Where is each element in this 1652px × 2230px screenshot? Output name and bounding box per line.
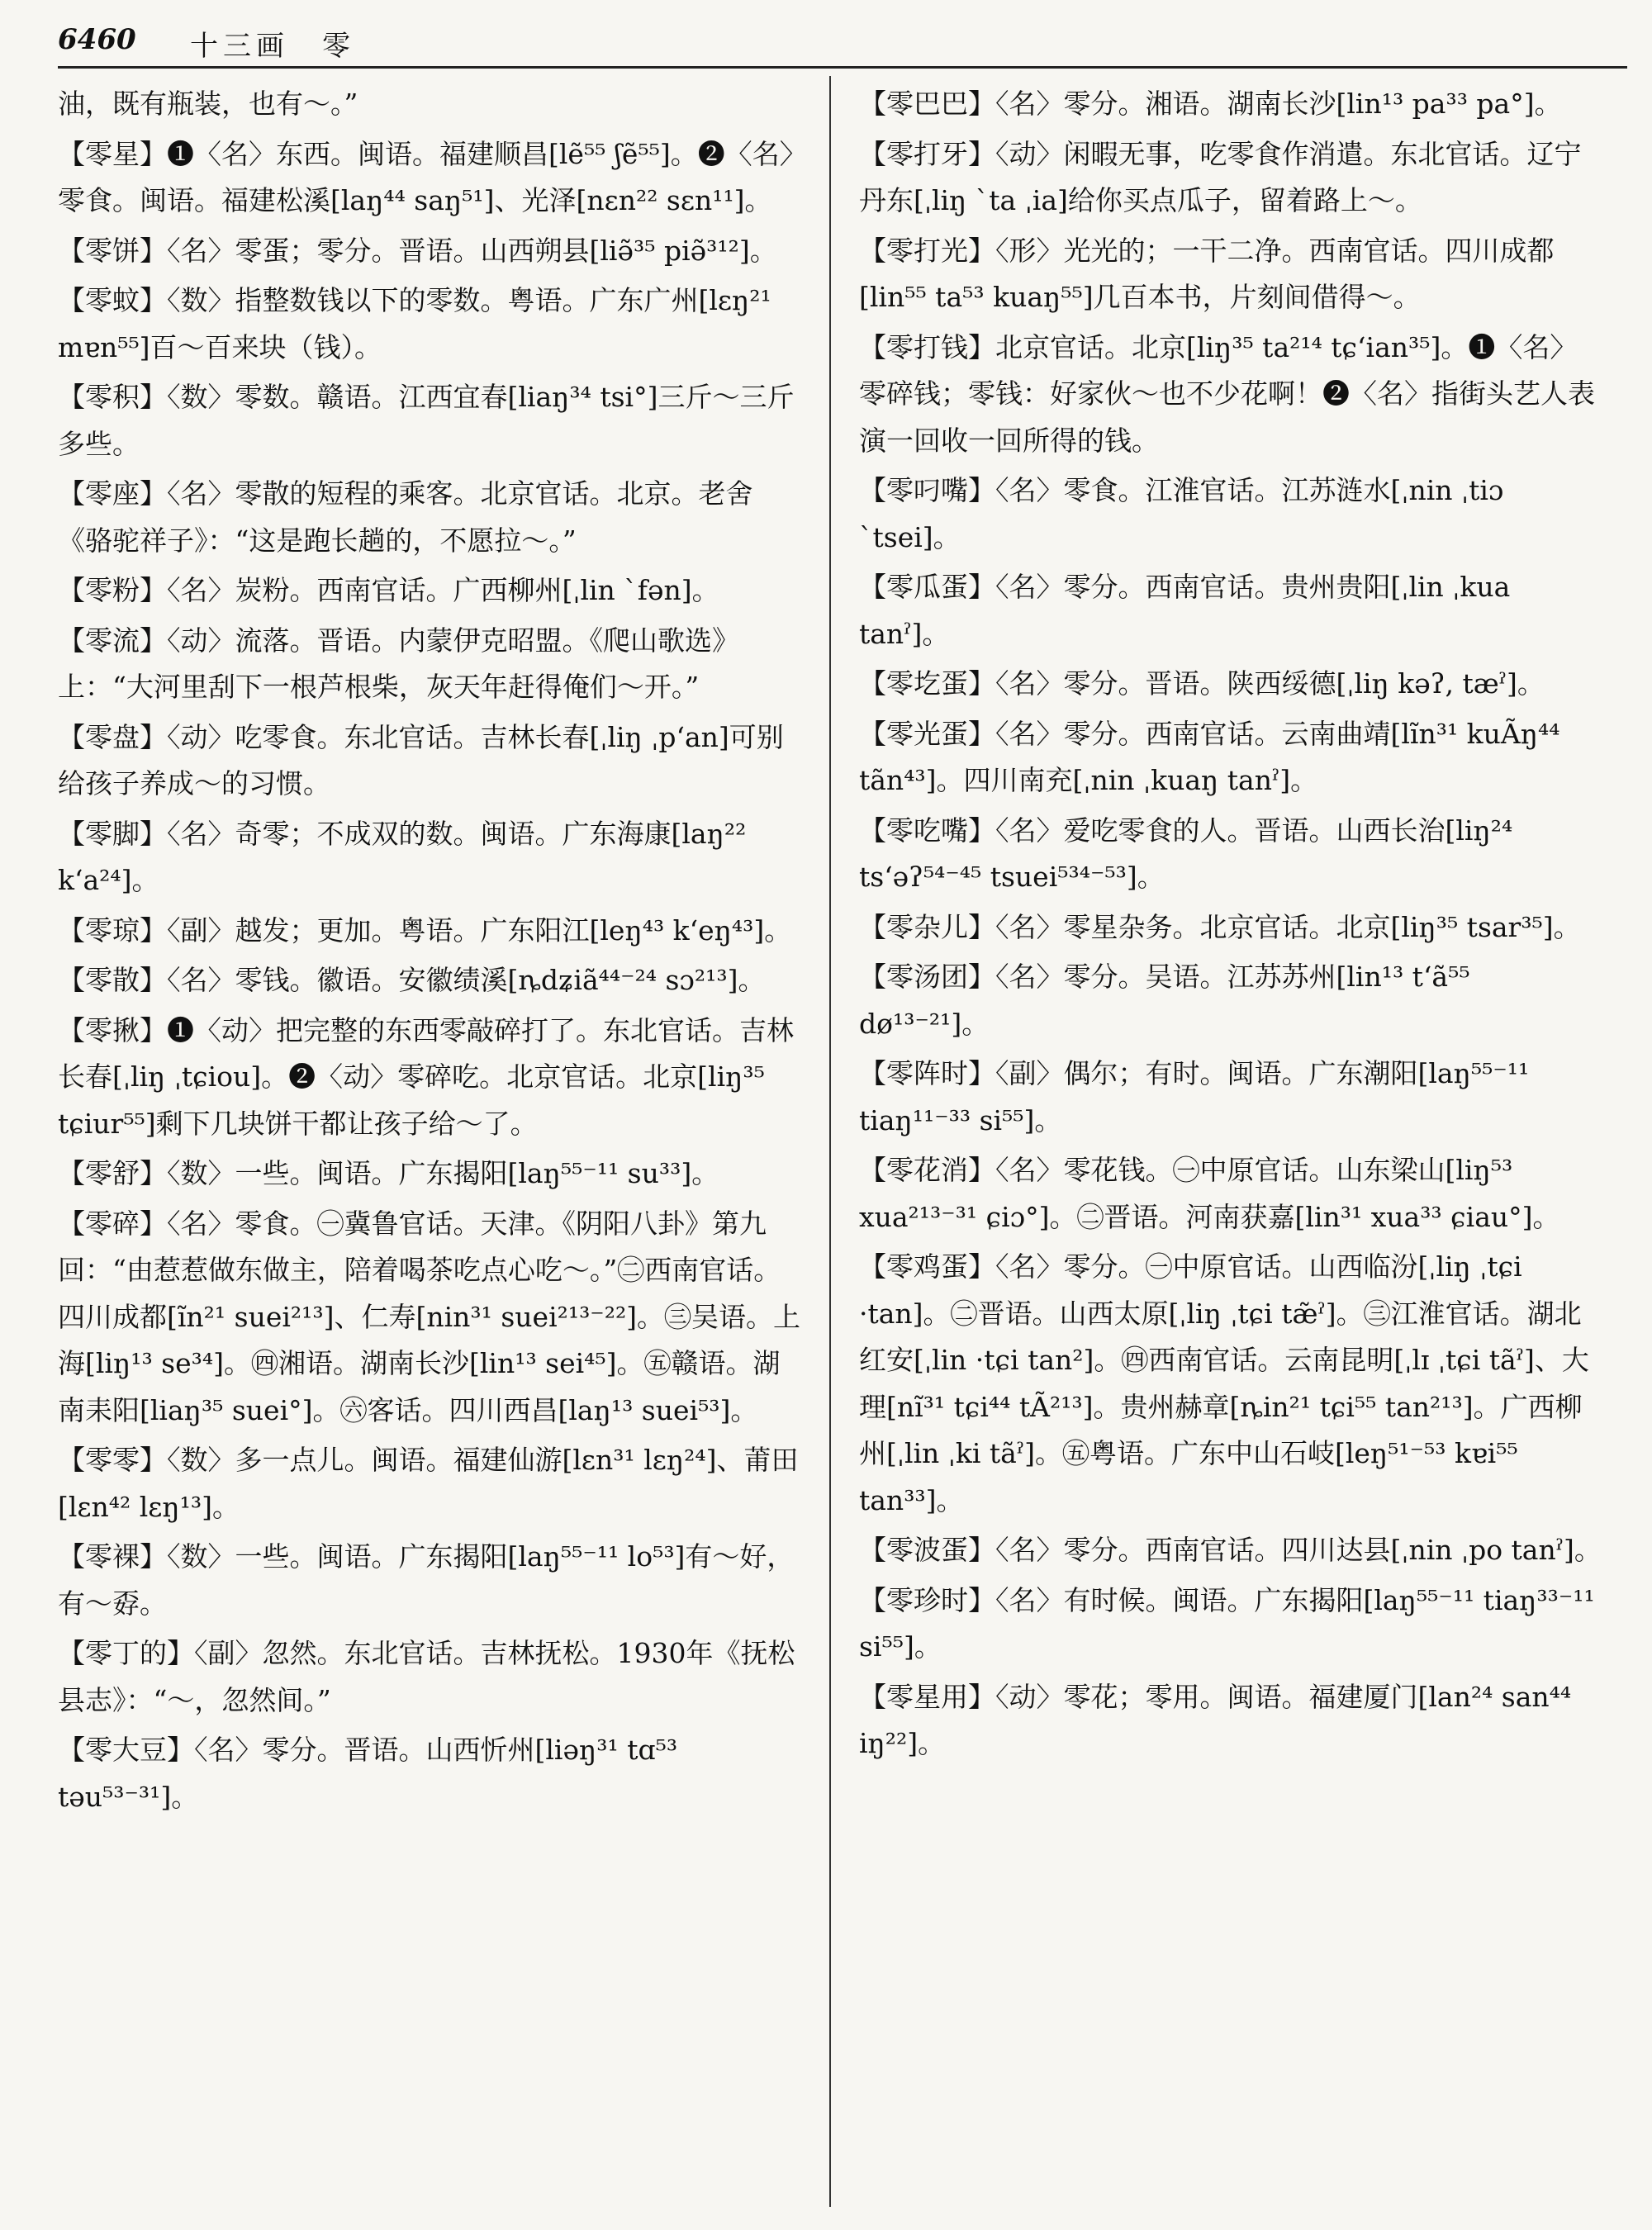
entry-text: 【零打牙】〈动〉闲暇无事，吃零食作消遣。东北官话。辽宁丹东[ˌliŋ ˋta ˌia]给你买点瓜子，留着路上～。 [859,137,1582,216]
entry-text: 【零圪蛋】〈名〉零分。晋语。陕西绥德[ˌliŋ kəʔ, tæˀ]。 [859,667,1545,700]
entry-lingwen [58,278,801,371]
entry-text: 油，既有瓶装，也有～。” [58,88,358,120]
entry-text: 【零叼嘴】〈名〉零食。江淮官话。江苏涟水[ˌnin ˌtiɔ ˋtsei]。 [859,474,1504,553]
entry-lingling [58,1437,801,1530]
entry-text: 【零打光】〈形〉光光的；一干二净。西南官话。四川成都[lin⁵⁵ ta⁵³ kuaŋ⁵⁵]几百本书，片刻间借得～。 [859,234,1555,313]
entry-lingzhenshi2 [859,1578,1602,1671]
entry-text: 【零散】〈名〉零钱。徽语。安徽绩溪[ȵdʑiã⁴⁴⁻²⁴ sɔ²¹³]。 [58,964,766,996]
entry-text: 【零花消】〈名〉零花钱。㊀中原官话。山东梁山[liŋ⁵³ xua²¹³⁻³¹ ɕiɔ°]。㊁晋语。河南获嘉[lin³¹ xua³³ ɕiau°]。 [859,1154,1560,1233]
entry-lingfen [58,567,801,614]
entry-text: 【零裸】〈数〉一些。闽语。广东揭阳[laŋ⁵⁵⁻¹¹ lo⁵³]有～好，有～孬。 [58,1540,795,1620]
running-title: 十三画 零 [190,30,355,63]
entry-lingguangdan [859,711,1602,804]
entry-text: 【零座】〈名〉零散的短程的乘客。北京官话。北京。老舍《骆驼祥子》：“这是跑长趟的，不愿拉～。” [58,477,753,557]
entry-lingqiong [58,908,801,955]
entry-lingzaer [859,904,1602,951]
entry-text: 【零流】〈动〉流落。晋语。内蒙伊克昭盟。《爬山歌选》上：“大河里刮下一根芦根柴，灰天年赶得俺们～开。” [58,624,739,703]
entry-lingsan [58,957,801,1004]
left-column [58,81,801,1824]
entry-text: 【零鸡蛋】〈名〉零分。㊀中原官话。山西临汾[ˌliŋ ˌtɕi ·tan]。㊁晋语。山西太原[ˌliŋ ˌtɕi tæ̃ˀ]。㊂江淮官话。湖北红安[ˌlin ·tɕi tan²]。㊃西南官话。云南昆明[ˌlɪ ˌtɕi tãˀ]、大理[nĩ³¹ tɕi⁴⁴ tÃ²¹³]。贵州赫章[ȵin²¹ tɕi⁵⁵ tan²¹³]。广西柳州[ˌlin ˌki tãˀ]。㊄粤语。广东中山石岐[leŋ⁵¹⁻⁵³ kɐi⁵⁵ tan³³]。 [859,1250,1589,1516]
entry-lingjiao [58,811,801,904]
entry-text: 【零阵时】〈副〉偶尔；有时。闽语。广东潮阳[laŋ⁵⁵⁻¹¹ tiaŋ¹¹⁻³³ si⁵⁵]。 [859,1057,1530,1136]
entry-lingbaba [859,81,1602,128]
entry-lingdaya [859,131,1602,225]
entry-continuation [58,81,801,128]
entry-text: 【零琼】〈副〉越发；更加。粤语。广东阳江[leŋ⁴³ kʻeŋ⁴³]。 [58,913,792,947]
column-divider [829,76,831,2207]
entry-lingdaqian [859,325,1602,465]
entry-text: 【零丁的】〈副〉忽然。东北官话。吉林抚松。1930年《抚松县志》：“～，忽然间。” [58,1637,795,1716]
entry-lingzuo [58,471,801,564]
entry-lingxing [58,131,801,225]
entry-text: 【零珍时】〈名〉有时候。闽语。广东揭阳[laŋ⁵⁵⁻¹¹ tiaŋ³³⁻¹¹ si⁵⁵]。 [859,1583,1595,1663]
entry-text: 【零波蛋】〈名〉零分。西南官话。四川达县[ˌnin ˌpo tanˀ]。 [859,1534,1602,1566]
entry-linghuaxiao [859,1147,1602,1241]
entry-lingguadan [859,564,1602,657]
entry-lingxingyong [859,1674,1602,1767]
entry-lingdiaozui [859,467,1602,561]
entry-text: 【零光蛋】〈名〉零分。西南官话。云南曲靖[lĩn³¹ kuÃŋ⁴⁴ tãn⁴³]。四川南充[ˌnin ˌkuaŋ tanˀ]。 [859,717,1560,796]
page-number: 6460 [58,23,136,56]
entry-lingdingde [58,1630,801,1724]
entry-text: 【零盘】〈动〉吃零食。东北官话。吉林长春[ˌliŋ ˌpʻan]可别给孩子养成～的习惯。 [58,720,784,799]
entry-text: 【零零】〈数〉多一点儿。闽语。福建仙游[lɛn³¹ lɛŋ²⁴]、莆田[lɛn⁴² lɛŋ¹³]。 [58,1444,799,1523]
entry-lingliu [58,618,801,711]
entry-lingdaguang [859,228,1602,321]
entry-text: 【零星】❶〈名〉东西。闽语。福建顺昌[lẽ⁵⁵ ʃẽ⁵⁵]。❷〈名〉零食。闽语。福建松溪[laŋ⁴⁴ saŋ⁵¹]、光泽[nɛn²² sɛn¹¹]。 [58,137,794,216]
entry-lingbodan [859,1527,1602,1574]
entry-text: 【零杂儿】〈名〉零星杂务。北京官话。北京[liŋ³⁵ tsar³⁵]。 [859,910,1581,943]
entry-lingji [58,374,801,467]
entry-text: 【零脚】〈名〉奇零；不成双的数。闽语。广东海康[laŋ²² kʻa²⁴]。 [58,817,747,896]
entry-lingzhenshi [859,1051,1602,1144]
entry-text: 【零瓜蛋】〈名〉零分。西南官话。贵州贵阳[ˌlin ˌkua tanˀ]。 [859,571,1511,650]
entry-text: 【零打钱】北京官话。北京[liŋ³⁵ ta²¹⁴ tɕʻian³⁵]。❶〈名〉零碎钱；零钱：好家伙～也不少花啊！❷〈名〉指街头艺人表演一回收一回所得的钱。 [859,330,1595,457]
entry-lingpan [58,714,801,808]
entry-text: 【零揪】❶〈动〉把完整的东西零敲碎打了。东北官话。吉林长春[ˌliŋ ˌtɕiou]。❷〈动〉零碎吃。北京官话。北京[liŋ³⁵ tɕiur⁵⁵]剩下几块饼干都让孩子给～了。 [58,1013,794,1140]
entry-text: 【零吃嘴】〈名〉爱吃零食的人。晋语。山西长治[liŋ²⁴ tsʻəʔ⁵⁴⁻⁴⁵ tsuei⁵³⁴⁻⁵³]。 [859,814,1513,893]
entry-lingshu [58,1151,801,1198]
entry-text: 【零汤团】〈名〉零分。吴语。江苏苏州[lin¹³ tʻã⁵⁵ dø¹³⁻²¹]。 [859,961,1470,1040]
entry-lingbing [58,228,801,275]
entry-text: 【零星用】〈动〉零花；零用。闽语。福建厦门[lan²⁴ san⁴⁴ iŋ²²]。 [859,1680,1572,1759]
entry-linggedan [859,661,1602,708]
entry-lingdadou [58,1727,801,1820]
entry-lingjidan [859,1244,1602,1524]
entry-lingluo [58,1534,801,1627]
entry-text: 【零粉】〈名〉炭粉。西南官话。广西柳州[ˌlin ˋfən]。 [58,574,719,606]
page-header [58,18,1627,69]
entry-text: 【零巴巴】〈名〉零分。湘语。湖南长沙[lin¹³ pa³³ pa°]。 [859,88,1562,120]
entry-lingjiu [58,1008,801,1148]
entry-text: 【零碎】〈名〉零食。㊀冀鲁官话。天津。《阴阳八卦》第九回：“由惹惹做东做主，陪着喝茶吃点心吃～。”㊁西南官话。四川成都[ĩn²¹ suei²¹³]、仁寿[nin³¹ suei²¹³⁻²²]。㊂吴语。上海[liŋ¹³ se³⁴]。㊃湘语。湖南长沙[lin¹³ sei⁴⁵]。㊄赣语。湖南耒阳[liaŋ³⁵ suei°]。㊅客话。四川西昌[laŋ¹³ suei⁵³]。 [58,1207,801,1426]
right-column [859,81,1602,1771]
entry-text: 【零大豆】〈名〉零分。晋语。山西忻州[liəŋ³¹ tɑ⁵³ təu⁵³⁻³¹]。 [58,1734,678,1813]
entry-text: 【零舒】〈数〉一些。闽语。广东揭阳[laŋ⁵⁵⁻¹¹ su³³]。 [58,1157,719,1189]
entry-text: 【零积】〈数〉零数。赣语。江西宜春[liaŋ³⁴ tsi°]三斤～三斤多些。 [58,381,795,460]
entry-lingtangtuan [859,954,1602,1047]
entry-lingsui [58,1201,801,1435]
entry-text: 【零饼】〈名〉零蛋；零分。晋语。山西朔县[liə̃³⁵ piə̃³¹²]。 [58,234,777,267]
entry-lingchizui [859,808,1602,901]
entry-text: 【零蚊】〈数〉指整数钱以下的零数。粤语。广东广州[lɛŋ²¹ mɐn⁵⁵]百～百来块（钱）。 [58,284,771,363]
